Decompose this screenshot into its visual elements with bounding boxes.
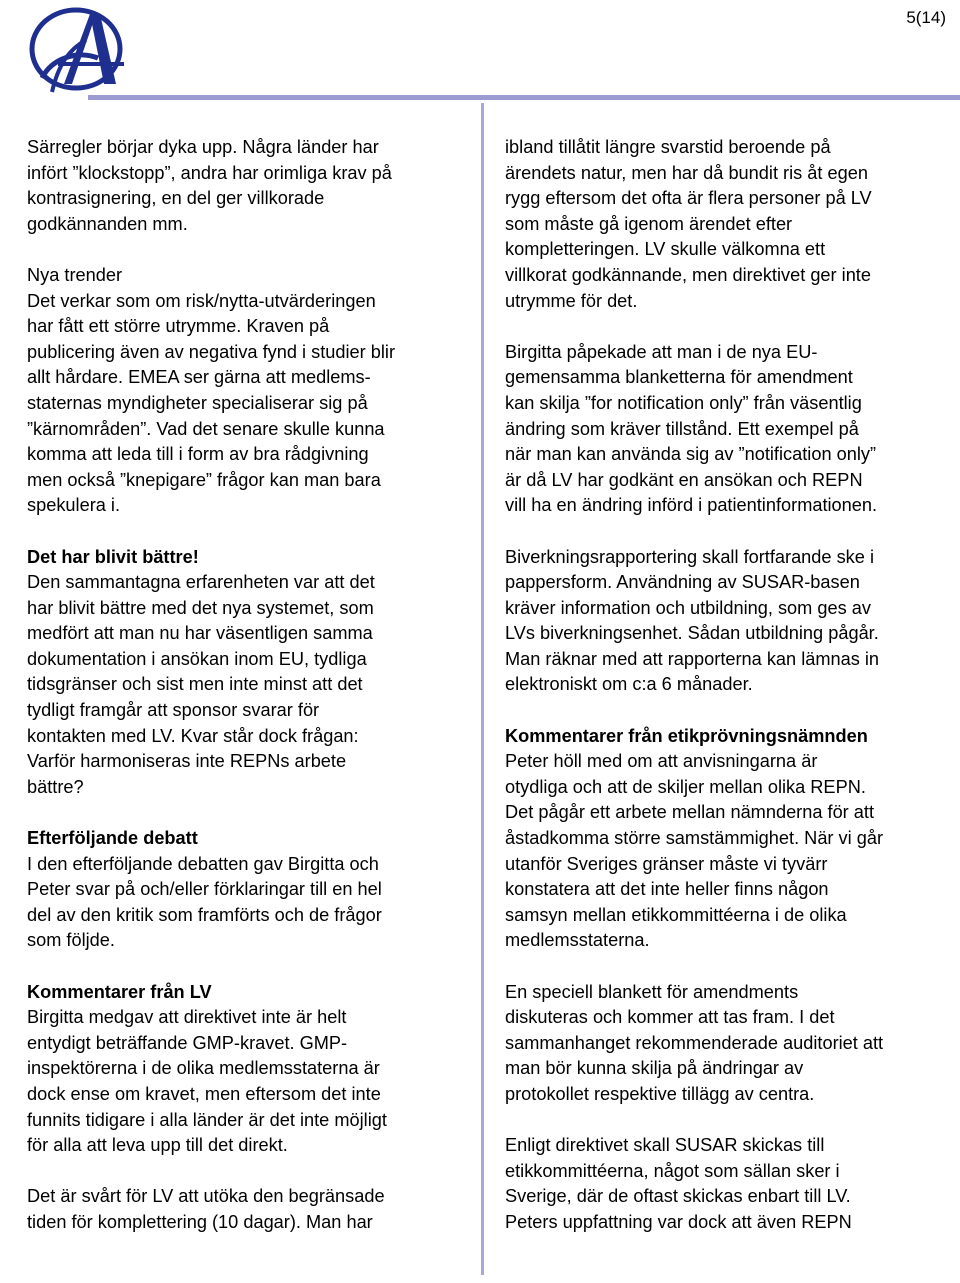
text-line: rygg eftersom det ofta är flera personer på LV	[505, 188, 872, 209]
text-line: sammanhanget rekommenderade auditoriet att	[505, 1032, 884, 1053]
text-line: Biverkningsrapportering skall fortfarande ske i	[505, 546, 874, 567]
text-line: inspektörerna i de olika medlemsstaterna är	[27, 1058, 380, 1079]
text-line: åstadkomma större samstämmighet. När vi går	[505, 828, 884, 849]
text-line: En speciell blankett för amendments	[505, 981, 799, 1002]
text-line: I den efterföljande debatten gav Birgitta och	[27, 853, 379, 874]
text-line: kräver information och utbildning, som ges av	[505, 597, 871, 618]
text-line: konstatera att det inte heller finns någon	[505, 879, 829, 900]
text-line: otydliga och att de skiljer mellan olika REPN.	[505, 776, 866, 797]
text-line: komma att leda till i form av bra rådgivning	[27, 444, 369, 465]
text-line: pappersform. Användning av SUSAR-basen	[505, 572, 860, 593]
text-line: ändring som kräver tillstånd. Ett exempel på	[505, 418, 859, 439]
text-line: Birgitta påpekade att man i de nya EU-	[505, 341, 818, 362]
paragraph	[505, 545, 950, 699]
text-line: LVs biverkningsenhet. Sådan utbildning pågår.	[505, 623, 879, 644]
paragraph	[27, 1184, 467, 1235]
paragraph	[505, 980, 950, 1108]
right-column	[505, 135, 950, 1261]
section-heading: Kommentarer från LV	[27, 981, 212, 1002]
text-line: Varför harmoniseras inte REPNs arbete	[27, 751, 347, 772]
text-line: bättre?	[27, 776, 84, 797]
text-line: tidsgränser och sist men inte minst att det	[27, 674, 363, 695]
text-line: gemensamma blanketterna för amendment	[505, 367, 853, 388]
text-line: som följde.	[27, 930, 115, 951]
text-line: tydligt framgår att sponsor svarar för	[27, 700, 320, 721]
text-line: man bör kunna skilja på ändringar av	[505, 1058, 804, 1079]
paragraph	[505, 1133, 950, 1235]
text-line: Den sammantagna erfarenheten var att det	[27, 572, 375, 593]
text-line: protokollet respektive tillägg av centra.	[505, 1083, 815, 1104]
text-line: kompletteringen. LV skulle välkomna ett	[505, 239, 826, 260]
section-heading: Kommentarer från etikprövningsnämnden	[505, 725, 868, 746]
column-divider	[481, 103, 484, 1275]
text-line: tiden för komplettering (10 dagar). Man har	[27, 1211, 373, 1232]
text-line: Peter höll med om att anvisningarna är	[505, 751, 818, 772]
text-line: kontakten med LV. Kvar står dock frågan:	[27, 725, 359, 746]
text-line: har fått ett större utrymme. Kraven på	[27, 316, 330, 337]
text-line: Peters uppfattning var dock att även REPN	[505, 1211, 852, 1232]
text-line: Det är svårt för LV att utöka den begränsade	[27, 1186, 385, 1207]
text-line: allt hårdare. EMEA ser gärna att medlems-	[27, 367, 371, 388]
text-line: Birgitta medgav att direktivet inte är helt	[27, 1007, 347, 1028]
section-heading: Det har blivit bättre!	[27, 546, 199, 567]
text-line: Det verkar som om risk/nytta-utvärderingen	[27, 290, 376, 311]
text-line: när man kan använda sig av ”notification only”	[505, 444, 877, 465]
text-line: etikkommittéerna, något som sällan sker i	[505, 1160, 840, 1181]
text-line: Peter svar på och/eller förklaringar till en hel	[27, 879, 382, 900]
text-line: Nya trender	[27, 264, 123, 285]
text-line: ”kärnområden”. Vad det senare skulle kunna	[27, 418, 385, 439]
text-line: staternas myndigheter specialiserar sig på	[27, 392, 368, 413]
text-line: funnits tidigare i alla länder är det inte möjligt	[27, 1109, 387, 1130]
text-line: ibland tillåtit längre svarstid beroende på	[505, 137, 831, 157]
text-line: vill ha en ändring införd i patientinformationen.	[505, 495, 878, 516]
text-line: Man räknar med att rapporterna kan lämnas in	[505, 648, 880, 669]
paragraph	[27, 135, 467, 237]
left-column	[27, 135, 467, 1261]
paragraph	[505, 724, 950, 954]
text-line: godkännanden mm.	[27, 213, 188, 234]
text-line: medfört att man nu har väsentligen samma	[27, 623, 373, 644]
text-line: infört ”klockstopp”, andra har orimliga krav på	[27, 162, 392, 183]
text-line: medlemsstaterna.	[505, 930, 650, 951]
paragraph	[27, 263, 467, 519]
page-number: 5(14)	[906, 8, 946, 27]
text-line: spekulera i.	[27, 495, 121, 516]
text-line: är då LV har godkänt en ansökan och REPN	[505, 469, 863, 490]
paragraph	[505, 340, 950, 519]
text-line: kan skilja ”for notification only” från väsentlig	[505, 392, 862, 413]
header-rule	[88, 95, 960, 100]
text-line: Det pågår ett arbete mellan nämnderna för att	[505, 802, 875, 823]
text-line: Sverige, där de oftast skickas enbart till LV.	[505, 1186, 851, 1207]
paragraph	[505, 135, 950, 314]
text-line: som måste gå igenom ärendet efter	[505, 213, 793, 234]
text-line: Enligt direktivet skall SUSAR skickas till	[505, 1135, 825, 1156]
text-line: elektroniskt om c:a 6 månader.	[505, 674, 753, 695]
text-line: dock ense om kravet, men eftersom det inte	[27, 1083, 381, 1104]
text-line: utrymme för det.	[505, 290, 638, 311]
text-line: utanför Sveriges gränser måste vi tyvärr	[505, 853, 828, 874]
paragraph	[27, 826, 467, 954]
text-line: Särregler börjar dyka upp. Några länder har	[27, 137, 379, 157]
paragraph	[27, 545, 467, 801]
logo-a-emblem	[28, 6, 132, 94]
text-line: ärendets natur, men har då bundit ris åt egen	[505, 162, 868, 183]
text-line: del av den kritik som framförts och de frågor	[27, 904, 382, 925]
text-line: diskuteras och kommer att tas fram. I det	[505, 1007, 835, 1028]
text-line: samsyn mellan etikkommittéerna i de olika	[505, 904, 847, 925]
section-heading: Efterföljande debatt	[27, 828, 198, 849]
text-line: villkorat godkännande, men direktivet ger inte	[505, 264, 871, 285]
text-line: har blivit bättre med det nya systemet, som	[27, 597, 374, 618]
paragraph	[27, 980, 467, 1159]
text-line: men också ”knepigare” frågor kan man bara	[27, 469, 381, 490]
text-line: publicering även av negativa fynd i studier blir	[27, 341, 396, 362]
text-line: kontrasignering, en del ger villkorade	[27, 188, 325, 209]
text-line: entydigt beträffande GMP-kravet. GMP-	[27, 1032, 348, 1053]
text-line: dokumentation i ansökan inom EU, tydliga	[27, 648, 367, 669]
text-line: för alla att leva upp till det direkt.	[27, 1135, 288, 1156]
logo	[28, 6, 132, 94]
